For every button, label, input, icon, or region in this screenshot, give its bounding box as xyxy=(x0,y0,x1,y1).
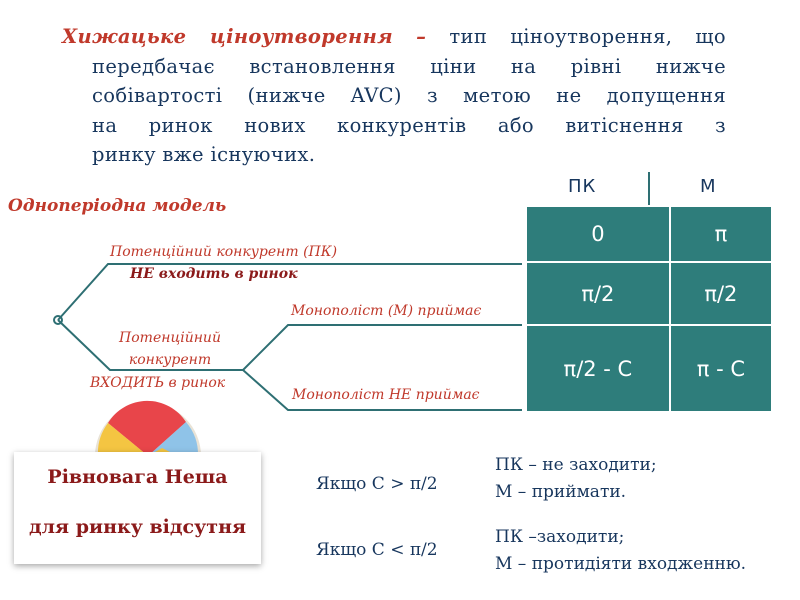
outcome-2 xyxy=(495,524,746,578)
condition-2: Якщо C < π/2 xyxy=(316,540,438,560)
tree-label-enter-3: ВХОДИТЬ в ринок xyxy=(90,375,226,391)
nash-line-2: для ринку відсутня xyxy=(28,516,247,538)
outcome-1-line-2: М – приймати. xyxy=(495,482,627,502)
table-cell: π/2 xyxy=(670,262,772,325)
condition-1: Якщо C > π/2 xyxy=(316,474,438,494)
tree-label-enter-2: конкурент xyxy=(128,352,212,368)
definition-term: Хижацьке ціноутворення xyxy=(62,25,393,48)
table-cell: π/2 - C xyxy=(526,325,670,412)
definition-line-3: собівартості (нижче AVC) з метою не допущення xyxy=(92,84,726,107)
outcome-1-line-1: ПК – не заходити; xyxy=(495,455,657,475)
definition-text-1: тип ціноутворення, що xyxy=(449,25,726,48)
tree-root-node xyxy=(54,316,62,324)
definition-line-4: на ринок нових конкурентів або витіснення з xyxy=(92,113,726,137)
tree-label-enter-1: Потенційний xyxy=(119,330,221,346)
definition-line-1 xyxy=(62,22,726,52)
definition-paragraph xyxy=(62,22,726,170)
nash-equilibrium-box xyxy=(14,452,261,564)
table-cell: π - C xyxy=(670,325,772,412)
tree-label-reject: Монополіст НЕ приймає xyxy=(292,387,480,403)
table-cell: π/2 xyxy=(526,262,670,325)
model-title: Одноперіодна модель xyxy=(8,196,227,216)
outcome-2-line-2: М – протидіяти входженню. xyxy=(495,554,747,574)
tree-label-not-enter-2: НЕ входить в ринок xyxy=(130,266,298,282)
table-row xyxy=(526,206,772,262)
table-cell: π xyxy=(670,206,772,262)
table-header-pk: ПК xyxy=(568,176,597,197)
tree-branch-accept xyxy=(243,325,522,370)
table-cell: 0 xyxy=(526,206,670,262)
table-row xyxy=(526,262,772,325)
pie-decoration-icon xyxy=(92,400,204,460)
nash-line-1: Рівновага Неша xyxy=(47,466,228,488)
payoff-table xyxy=(525,205,773,413)
tree-label-accept: Монополіст (М) приймає xyxy=(291,303,482,319)
definition-line-2: передбачає встановлення ціни на рівні нижче xyxy=(92,54,726,78)
table-row xyxy=(526,325,772,412)
table-header-m: М xyxy=(700,176,717,197)
definition-dash: – xyxy=(416,25,427,48)
outcome-1 xyxy=(495,452,657,506)
tree-label-not-enter-1: Потенційний конкурент (ПК) xyxy=(110,244,338,260)
outcome-2-line-1: ПК –заходити; xyxy=(495,527,625,547)
definition-line-5: ринку вже існуючих. xyxy=(92,143,316,166)
